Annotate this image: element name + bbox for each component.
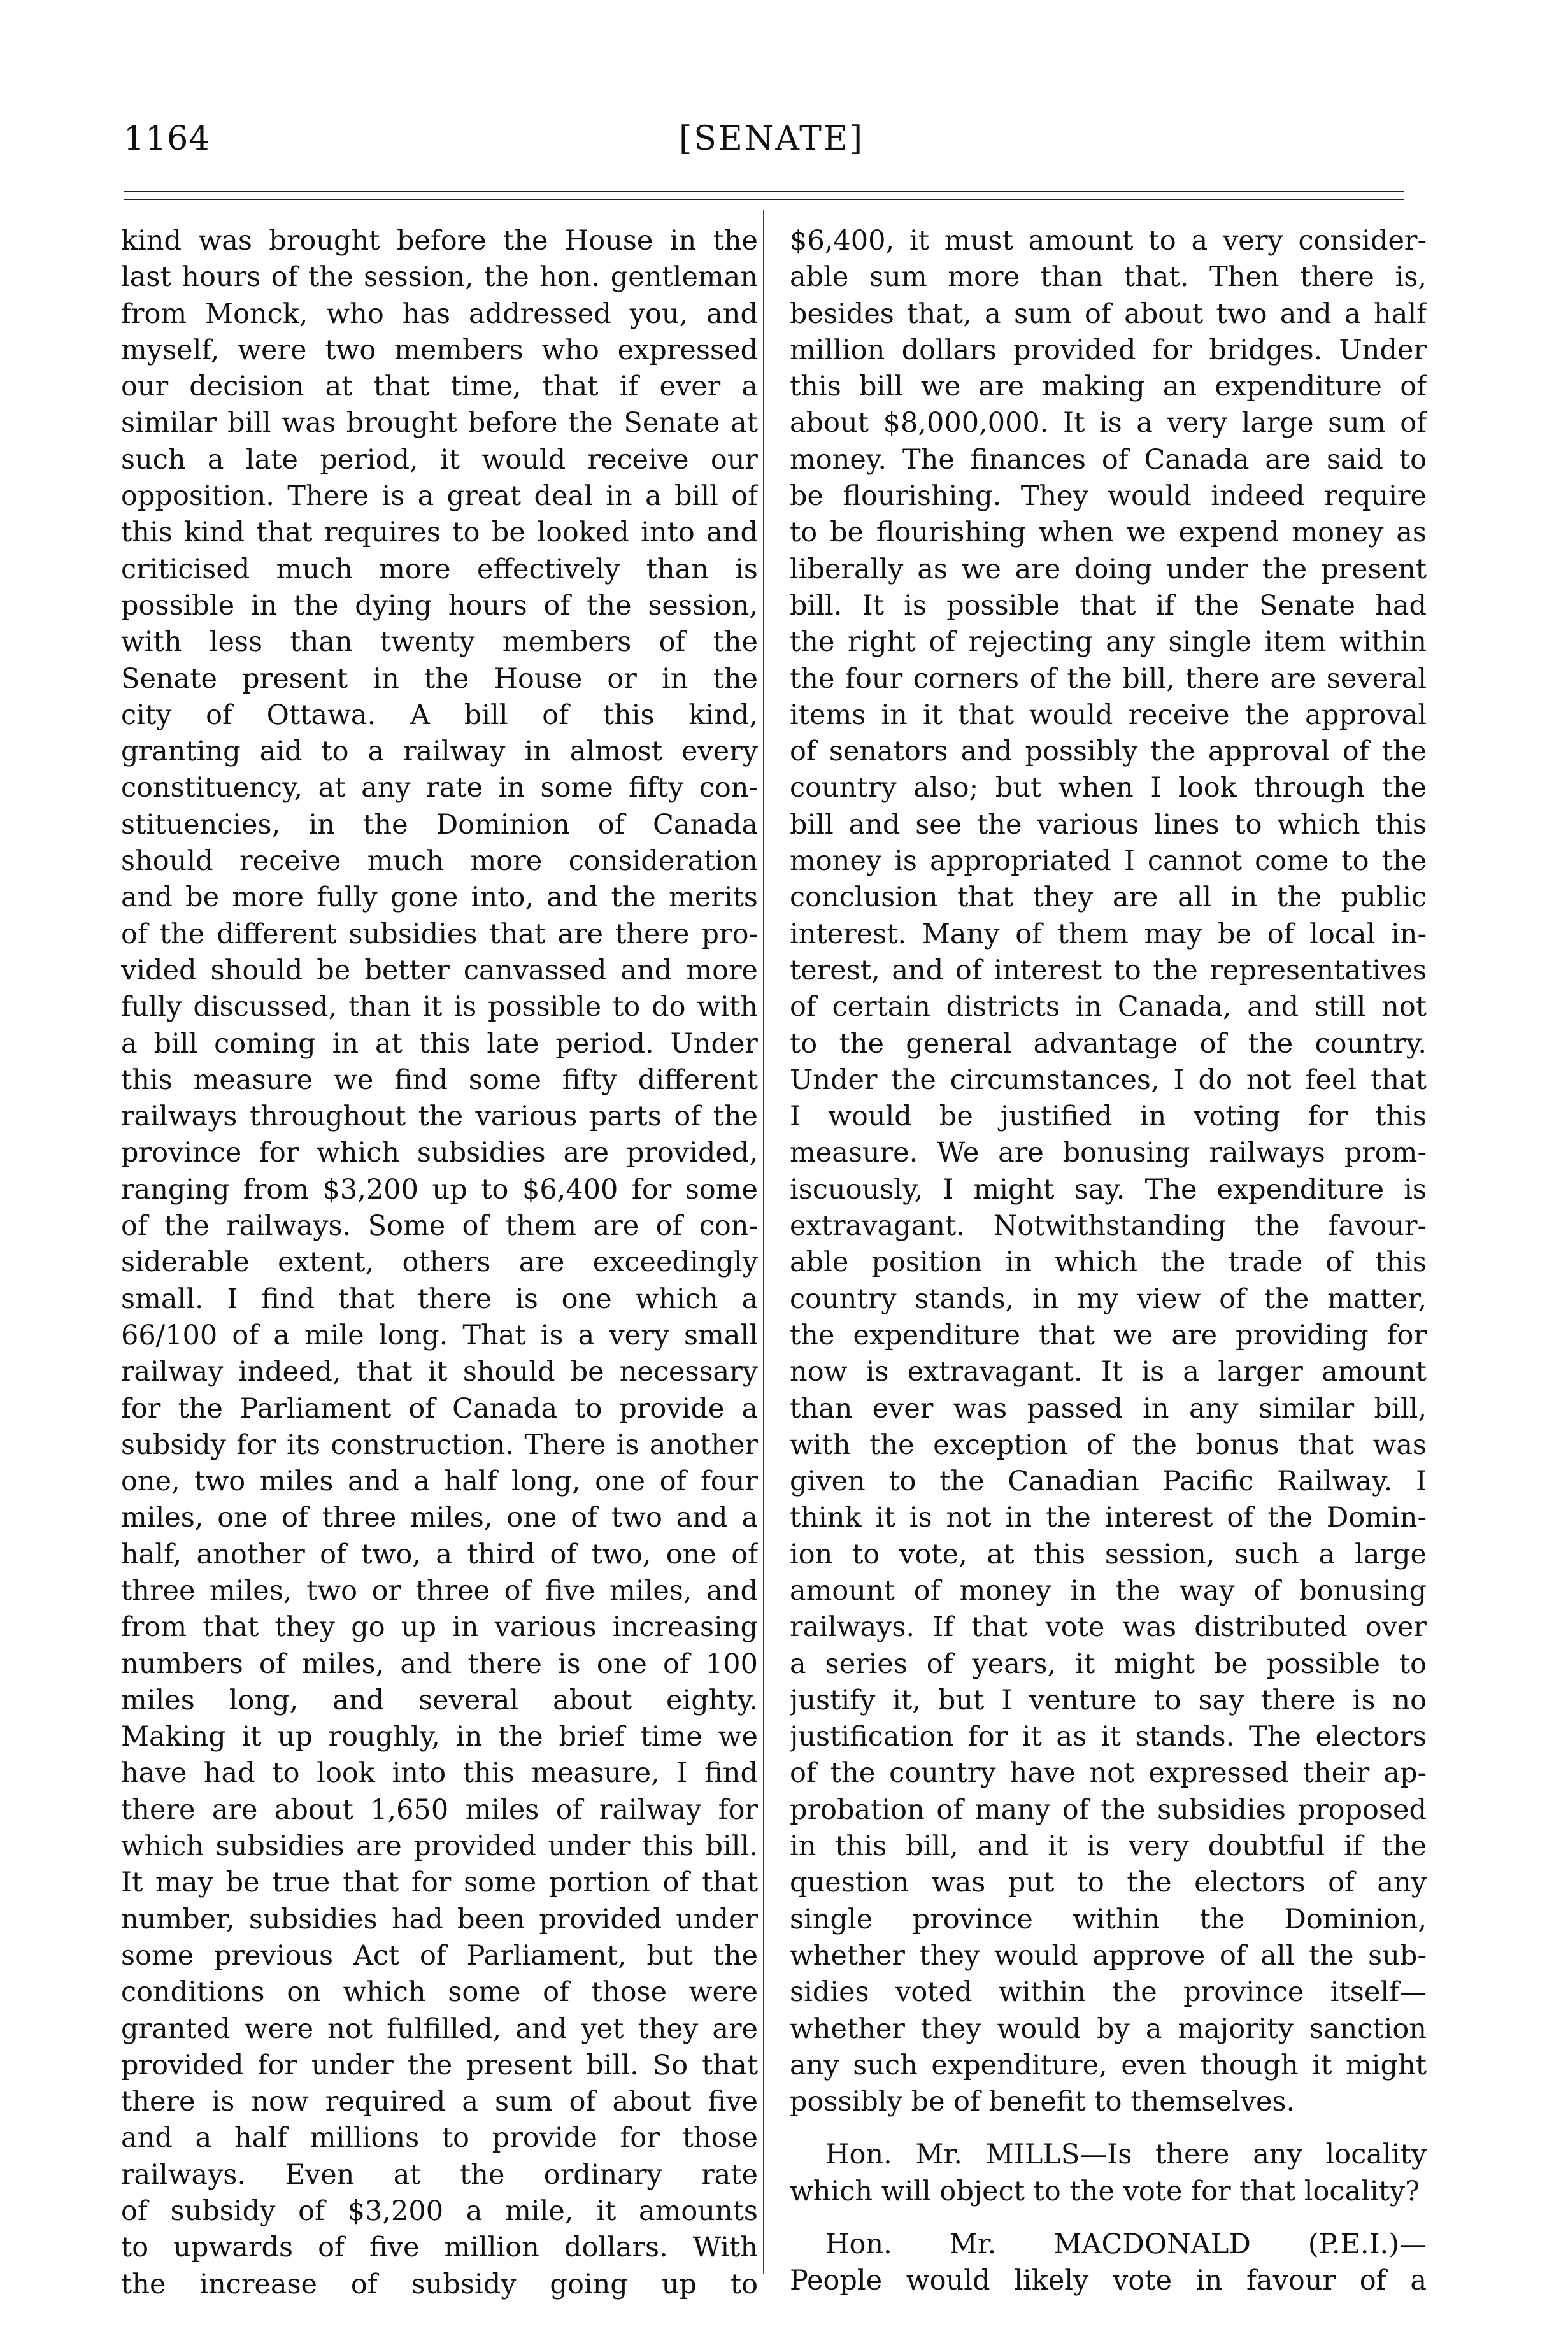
left-column-line: should receive much more consideration: [121, 845, 758, 878]
left-column-line: and be more fully gone into, and the merits: [121, 881, 758, 914]
left-column-line: Senate present in the House or in the: [121, 662, 758, 695]
right-column-line: to the general advantage of the country.: [790, 1027, 1427, 1060]
right-column-line: this bill we are making an expenditure of: [790, 371, 1427, 403]
right-column-line: liberally as we are doing under the present: [790, 553, 1427, 585]
page-header: [0, 120, 1568, 164]
left-column-line: half, another of two, a third of two, one of: [121, 1538, 758, 1570]
right-column-line: justification for it as it stands. The electors: [790, 1721, 1427, 1753]
left-column-line: three miles, two or three of five miles, and: [121, 1574, 758, 1607]
left-column-line: of the railways. Some of them are of con-: [121, 1210, 758, 1243]
right-column: [790, 223, 1427, 2300]
left-column-line: our decision at that time, that if ever a: [121, 371, 758, 403]
right-column-line: amount of money in the way of bonusing: [790, 1574, 1427, 1607]
right-column-line: interest. Many of them may be of local in-: [790, 918, 1427, 950]
left-column-line: 66/100 of a mile long. That is a very small: [121, 1319, 758, 1351]
left-column-line: last hours of the session, the hon. gentleman: [121, 261, 758, 294]
right-column-line: in this bill, and it is very doubtful if the: [790, 1830, 1427, 1863]
left-column-line: one, two miles and a half long, one of four: [121, 1465, 758, 1498]
right-column-line: iscuously, I might say. The expenditure is: [790, 1173, 1427, 1206]
right-column-line: Under the circumstances, I do not feel that: [790, 1064, 1427, 1096]
right-column-line: a series of years, it might be possible to: [790, 1648, 1427, 1680]
paragraph-gap: [790, 2120, 1427, 2137]
right-column-line: any such expenditure, even though it might: [790, 2049, 1427, 2081]
left-column-line: the increase of subsidy going up to: [121, 2268, 758, 2300]
right-column-line: million dollars provided for bridges. Under: [790, 334, 1427, 366]
left-column-line: railway indeed, that it should be necessary: [121, 1356, 758, 1388]
right-column-line: money. The finances of Canada are said to: [790, 443, 1427, 476]
right-column-line: of certain districts in Canada, and still not: [790, 991, 1427, 1023]
left-column-line: Making it up roughly, in the brief time we: [121, 1721, 758, 1753]
left-column-line: granted were not fulfilled, and yet they are: [121, 2012, 758, 2045]
right-column-line: possibly be of benefit to themselves.: [790, 2086, 1295, 2118]
macdonald-reply-line: People would likely vote in favour of a: [790, 2265, 1427, 2297]
right-column-line: the expenditure that we are providing for: [790, 1319, 1427, 1351]
left-column-line: this kind that requires to be looked into and: [121, 516, 758, 549]
left-column-line: It may be true that for some portion of that: [121, 1867, 758, 1899]
left-column-line: of subsidy of $3,200 a mile, it amounts: [121, 2195, 758, 2228]
mills-question-line: which will object to the vote for that locality?: [790, 2175, 1420, 2207]
paragraph-gap: [790, 2210, 1427, 2226]
left-column-line: from Monck, who has addressed you, and: [121, 297, 758, 330]
right-column-line: the right of rejecting any single item within: [790, 626, 1427, 659]
left-column-line: constituency, at any rate in some fifty con-: [121, 772, 758, 804]
right-column-line: money is appropriated I cannot come to the: [790, 845, 1427, 878]
right-column-line: country also; but when I look through the: [790, 772, 1427, 804]
right-column-line: whether they would by a majority sanction: [790, 2012, 1427, 2045]
left-column-line: with less than twenty members of the: [121, 626, 758, 659]
left-column-line: a bill coming in at this late period. Under: [121, 1027, 758, 1060]
left-column-line: possible in the dying hours of the session,: [121, 589, 758, 622]
right-column-line: able sum more than that. Then there is,: [790, 261, 1427, 294]
left-column-line: which subsidies are provided under this bill.: [121, 1830, 758, 1863]
right-column-line: question was put to the electors of any: [790, 1867, 1427, 1899]
right-column-line: with the exception of the bonus that was: [790, 1428, 1427, 1461]
right-column-line: sidies voted within the province itself—: [790, 1976, 1427, 2009]
right-column-line: given to the Canadian Pacific Railway. I: [790, 1465, 1427, 1498]
left-column-line: there are about 1,650 miles of railway for: [121, 1793, 758, 1826]
left-column-line: province for which subsidies are provided,: [121, 1137, 758, 1169]
header-rule-bottom: [124, 199, 1404, 200]
left-column-line: of the different subsidies that are there pro-: [121, 918, 758, 950]
left-column-line: vided should be better canvassed and more: [121, 954, 758, 986]
right-column-line: probation of many of the subsidies proposed: [790, 1793, 1427, 1826]
left-column-line: siderable extent, others are exceedingly: [121, 1246, 758, 1279]
right-column-line: terest, and of interest to the representatives: [790, 954, 1427, 986]
right-column-line: to be flourishing when we expend money as: [790, 516, 1427, 549]
left-column-line: provided for under the present bill. So that: [121, 2049, 758, 2081]
left-column-line: numbers of miles, and there is one of 100: [121, 1648, 758, 1680]
right-column-line: items in it that would receive the approval: [790, 699, 1427, 731]
left-column-line: subsidy for its construction. There is another: [121, 1428, 758, 1461]
left-column-line: similar bill was brought before the Senate at: [121, 407, 758, 439]
left-column-line: number, subsidies had been provided under: [121, 1903, 758, 1935]
left-column-line: ranging from $3,200 up to $6,400 for some: [121, 1173, 758, 1206]
left-column-line: opposition. There is a great deal in a bill of: [121, 480, 758, 513]
left-column-line: this measure we find some fifty different: [121, 1064, 758, 1096]
macdonald-reply-line: Hon. Mr. MACDONALD (P.E.I.)—: [825, 2228, 1427, 2261]
right-column-line: of senators and possibly the approval of the: [790, 736, 1427, 768]
right-column-line: I would be justified in voting for this: [790, 1100, 1427, 1133]
right-column-line: bill. It is possible that if the Senate had: [790, 589, 1427, 622]
left-column-line: there is now required a sum of about five: [121, 2086, 758, 2118]
left-column-line: to upwards of five million dollars. With: [121, 2232, 758, 2264]
right-column-line: than ever was passed in any similar bill,: [790, 1392, 1427, 1425]
right-column-line: measure. We are bonusing railways prom-: [790, 1137, 1427, 1169]
left-column-line: city of Ottawa. A bill of this kind,: [121, 699, 758, 731]
right-column-line: whether they would approve of all the sub-: [790, 1939, 1427, 1972]
right-column-line: railways. If that vote was distributed over: [790, 1611, 1427, 1644]
right-column-line: about $8,000,000. It is a very large sum of: [790, 407, 1427, 439]
left-column-line: some previous Act of Parliament, but the: [121, 1939, 758, 1972]
left-column-line: criticised much more effectively than is: [121, 553, 758, 585]
right-column-line: bill and see the various lines to which this: [790, 808, 1427, 841]
right-column-line: be flourishing. They would indeed require: [790, 480, 1427, 513]
left-column-line: railways. Even at the ordinary rate: [121, 2158, 758, 2191]
running-head: [SENATE]: [679, 120, 865, 158]
right-column-line: extravagant. Notwithstanding the favour-: [790, 1210, 1427, 1243]
left-column-line: fully discussed, than it is possible to do with: [121, 991, 758, 1023]
left-column-line: myself, were two members who expressed: [121, 334, 758, 366]
right-column-line: justify it, but I venture to say there is no: [790, 1684, 1427, 1716]
left-column: [121, 223, 758, 2303]
page-number: 1164: [124, 120, 211, 158]
left-column-line: and a half millions to provide for those: [121, 2122, 758, 2154]
left-column-line: miles, one of three miles, one of two and a: [121, 1502, 758, 1534]
right-column-line: ion to vote, at this session, such a large: [790, 1538, 1427, 1570]
left-column-line: kind was brought before the House in the: [121, 225, 758, 257]
right-column-line: $6,400, it must amount to a very consider-: [790, 225, 1427, 257]
right-column-line: of the country have not expressed their ap-: [790, 1757, 1427, 1790]
right-column-line: single province within the Dominion,: [790, 1903, 1427, 1935]
left-column-line: stituencies, in the Dominion of Canada: [121, 808, 758, 841]
left-column-line: have had to look into this measure, I find: [121, 1757, 758, 1790]
left-column-line: railways throughout the various parts of the: [121, 1100, 758, 1133]
left-column-line: such a late period, it would receive our: [121, 443, 758, 476]
right-column-line: able position in which the trade of this: [790, 1246, 1427, 1279]
right-column-line: besides that, a sum of about two and a half: [790, 297, 1427, 330]
left-column-line: conditions on which some of those were: [121, 1976, 758, 2009]
right-column-line: the four corners of the bill, there are several: [790, 662, 1427, 695]
right-column-line: country stands, in my view of the matter,: [790, 1283, 1427, 1315]
right-column-line: now is extravagant. It is a larger amount: [790, 1356, 1427, 1388]
left-column-line: for the Parliament of Canada to provide a: [121, 1392, 758, 1425]
left-column-line: granting aid to a railway in almost every: [121, 736, 758, 768]
left-column-line: small. I find that there is one which a: [121, 1283, 758, 1315]
left-column-line: from that they go up in various increasing: [121, 1611, 758, 1644]
header-rule-top: [124, 191, 1404, 192]
left-column-line: miles long, and several about eighty.: [121, 1684, 758, 1716]
column-divider: [763, 210, 764, 2274]
mills-question-line: Hon. Mr. MILLS—Is there any locality: [825, 2139, 1427, 2171]
right-column-line: conclusion that they are all in the public: [790, 881, 1427, 914]
right-column-line: think it is not in the interest of the Domin-: [790, 1502, 1427, 1534]
